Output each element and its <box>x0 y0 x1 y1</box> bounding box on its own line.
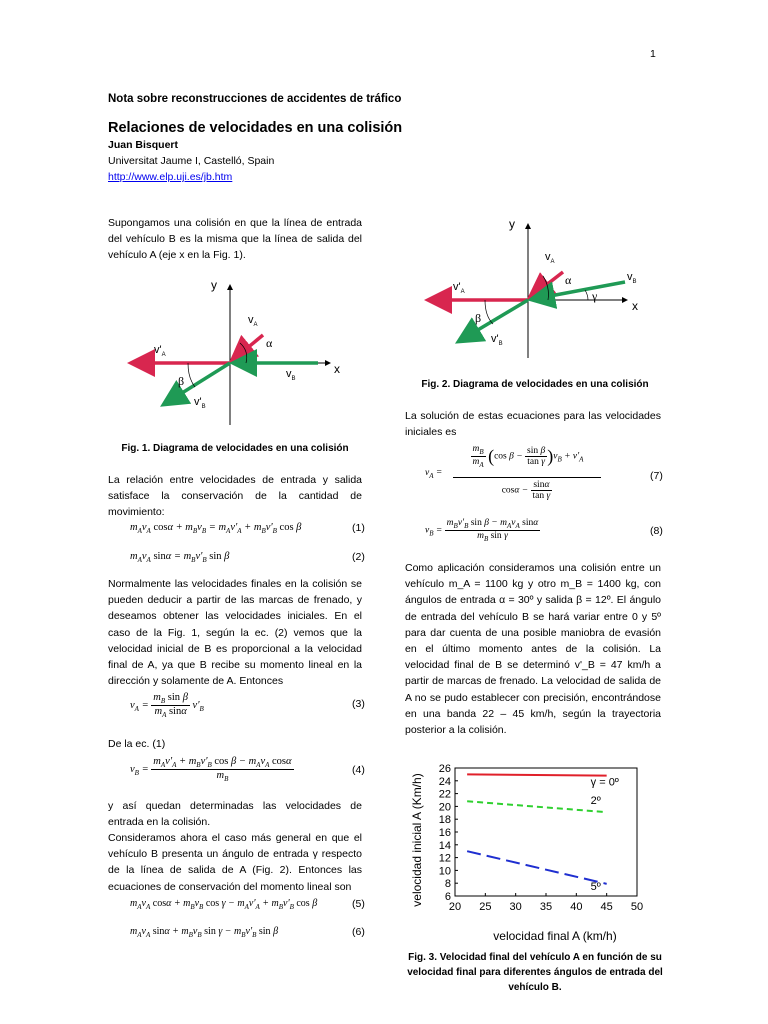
x-label: x <box>334 362 340 376</box>
paragraph-final-velocities: Normalmente las velocidades finales en la colisión se pueden deducir a partir de las marcas de frenado, y deseamos obtener las velocidades iniciales. En el caso de la Fig. 1, según la ec. (2) vemos que la velocidad inicial de B es proporcional a la velocidad final de A, ya que B recibe su momento lineal en la dirección y solamente de A. Entonces <box>108 578 362 688</box>
y-axis-label: velocidad inicial A (Km/h) <box>410 773 424 907</box>
vprimeA-label: $v'_A$ <box>154 344 166 358</box>
y-tick-label: 22 <box>438 788 451 801</box>
equation-8-number: (8) <box>650 525 663 537</box>
author-url-link[interactable]: http://www.elp.uji.es/jb.htm <box>108 171 233 183</box>
x-tick-label: 35 <box>539 901 553 913</box>
intro-paragraph: Supongamos una colisión en que la línea de entrada del vehículo B es la misma que la línea de salida del vehículo A (eje x en la Fig. 1). <box>108 217 362 262</box>
figure-3-caption: Fig. 3. Velocidad final del vehículo A en función de su velocidad final para diferentes ángulos de entrada del vehículo B. <box>407 952 663 993</box>
vA-arrow <box>234 335 263 359</box>
y-tick-label: 18 <box>438 814 451 827</box>
equation-6: $m_Av_A$ $\sin\alpha + m_Bv_B$ $\sin \gamma - m_Bv'_B$ sin β <box>130 926 279 939</box>
svg-text:γ: γ <box>592 289 598 303</box>
y-tick-label: 8 <box>444 878 451 891</box>
alpha-label: α <box>266 336 273 350</box>
beta-label: β <box>178 374 185 388</box>
series-line <box>467 801 607 812</box>
vprimeB-label: $v'_B$ <box>194 396 206 410</box>
equation-3: $v_A$ = $\frac{m_B \sin \beta}{m_A \sin\alpha}$ $v'_B$ <box>130 692 204 720</box>
series-line <box>467 774 607 775</box>
equation-6-number: (6) <box>352 926 365 938</box>
x-tick-label: 40 <box>570 901 583 913</box>
equation-5: $m_Av_A$ $\cos\alpha + m_Bv_B$ $\cos \gamma - m_Av'_A + m_Bv'_B$ cos β <box>130 898 318 911</box>
x-tick-label: 30 <box>509 901 522 913</box>
y-tick-label: 6 <box>444 891 451 903</box>
svg-text:vB: $v_B$ <box>627 271 637 285</box>
series-label: γ = 0º <box>590 776 619 789</box>
paragraph-general-case: Consideramos ahora el caso más general en que el vehículo B presenta un ángulo de entrada γ respecto de la línea de salida de A (Fig. 2). Entonces las ecuaciones de conservación del momento lineal son <box>108 832 362 893</box>
figure-2-diagram <box>405 210 665 365</box>
x-tick-label: 50 <box>630 901 644 913</box>
equation-8: $v_B$ = $\frac{m_Bv'_B \sin \beta - m_Av_A \sin\alpha}{m_B \sin \gamma}$ <box>425 518 539 543</box>
paper-title: Relaciones de velocidades en una colisión <box>108 120 403 136</box>
y-tick-label: 26 <box>438 763 451 775</box>
x-axis-label: velocidad final A (km/h) <box>493 929 617 943</box>
svg-text:β: β <box>475 311 482 325</box>
equation-4-number: (4) <box>352 764 365 776</box>
svg-text:v'A: $v'_A$ <box>453 281 465 295</box>
figure-1-caption: Fig. 1. Diagrama de velocidades en una colisión <box>121 443 349 454</box>
series-label: 5º <box>590 880 601 893</box>
equation-2-number: (2) <box>352 551 365 563</box>
paragraph-determined: y así quedan determinadas las velocidades de entrada en la colisión. <box>108 800 362 829</box>
paragraph-from-eq1: De la ec. (1) <box>108 738 166 750</box>
y-label: y <box>211 278 217 292</box>
x-tick-label: 20 <box>448 901 462 913</box>
vA-arrow <box>532 272 563 296</box>
figure-3-chart <box>405 752 665 944</box>
affiliation: Universitat Jaume I, Castelló, Spain <box>108 155 275 167</box>
equation-7-number: (7) <box>650 470 663 482</box>
equation-1-number: (1) <box>352 522 365 534</box>
x-tick-label: 25 <box>479 901 492 913</box>
equation-2: $m_Av_A$ $\sin\alpha = m_Bv'_B$ sin β <box>130 551 230 565</box>
vB-label: $v_B$ <box>286 368 296 382</box>
y-tick-label: 16 <box>438 827 451 839</box>
equation-5-number: (5) <box>352 898 365 910</box>
series-label: 2º <box>590 795 601 808</box>
vA-label: $v_A$ <box>248 314 258 328</box>
y-tick-label: 24 <box>438 775 451 788</box>
svg-text:x: x <box>632 299 638 313</box>
figure-1-diagram <box>108 275 364 435</box>
paragraph-momentum: La relación entre velocidades de entrada y salida satisface la conservación de la cantidad de movimiento: <box>108 474 362 519</box>
y-tick-label: 10 <box>438 865 451 878</box>
svg-text:vA: $v_A$ <box>545 251 555 265</box>
paragraph-application: Como aplicación consideramos una colisión entre un vehículo m_A = 1100 kg y otro m_B = 1400 kg, con ángulos de entrada α = 30º y salida β = 12º. El ángulo de entrada del vehículo B se hará variar entre 0 y 5º para dar cuenta de una posible maniobra de evasión en el último momento antes de la colisión. La velocidad final de B se determinó v'_B = 47 km/h a partir de marcas de frenado. La velocidad de salida de A no se pudo establecer con precisión, encontrándose en una banda 22 – 45 km/h, según la trayectoria posterior a la colisión. <box>405 562 661 737</box>
note-heading: Nota sobre reconstrucciones de accidentes de tráfico <box>108 93 402 105</box>
page-number: 1 <box>650 48 656 60</box>
paragraph-solution: La solución de estas ecuaciones para las velocidades iniciales es <box>405 410 661 439</box>
y-tick-label: 12 <box>438 852 451 865</box>
x-tick-label: 45 <box>600 901 613 913</box>
svg-text:α: α <box>565 273 572 287</box>
equation-1: $m_Av_A$ $\cos\alpha + m_Bv_B = m_Av'_A + m_Bv'_B$ cos β <box>130 522 302 536</box>
author: Juan Bisquert <box>108 139 179 151</box>
figure-2-caption: Fig. 2. Diagrama de velocidades en una colisión <box>421 379 649 390</box>
series-line <box>467 851 607 884</box>
y-tick-label: 14 <box>438 839 451 852</box>
svg-text:v'B: $v'_B$ <box>491 333 503 347</box>
equation-3-number: (3) <box>352 698 365 710</box>
svg-text:y: y <box>509 217 515 231</box>
y-tick-label: 20 <box>438 801 451 814</box>
equation-4: $v_B$ = $\frac{m_Av'_A + m_Bv'_B \cos \beta - m_Av_A \cos\alpha}{m_B}$ <box>130 756 292 784</box>
